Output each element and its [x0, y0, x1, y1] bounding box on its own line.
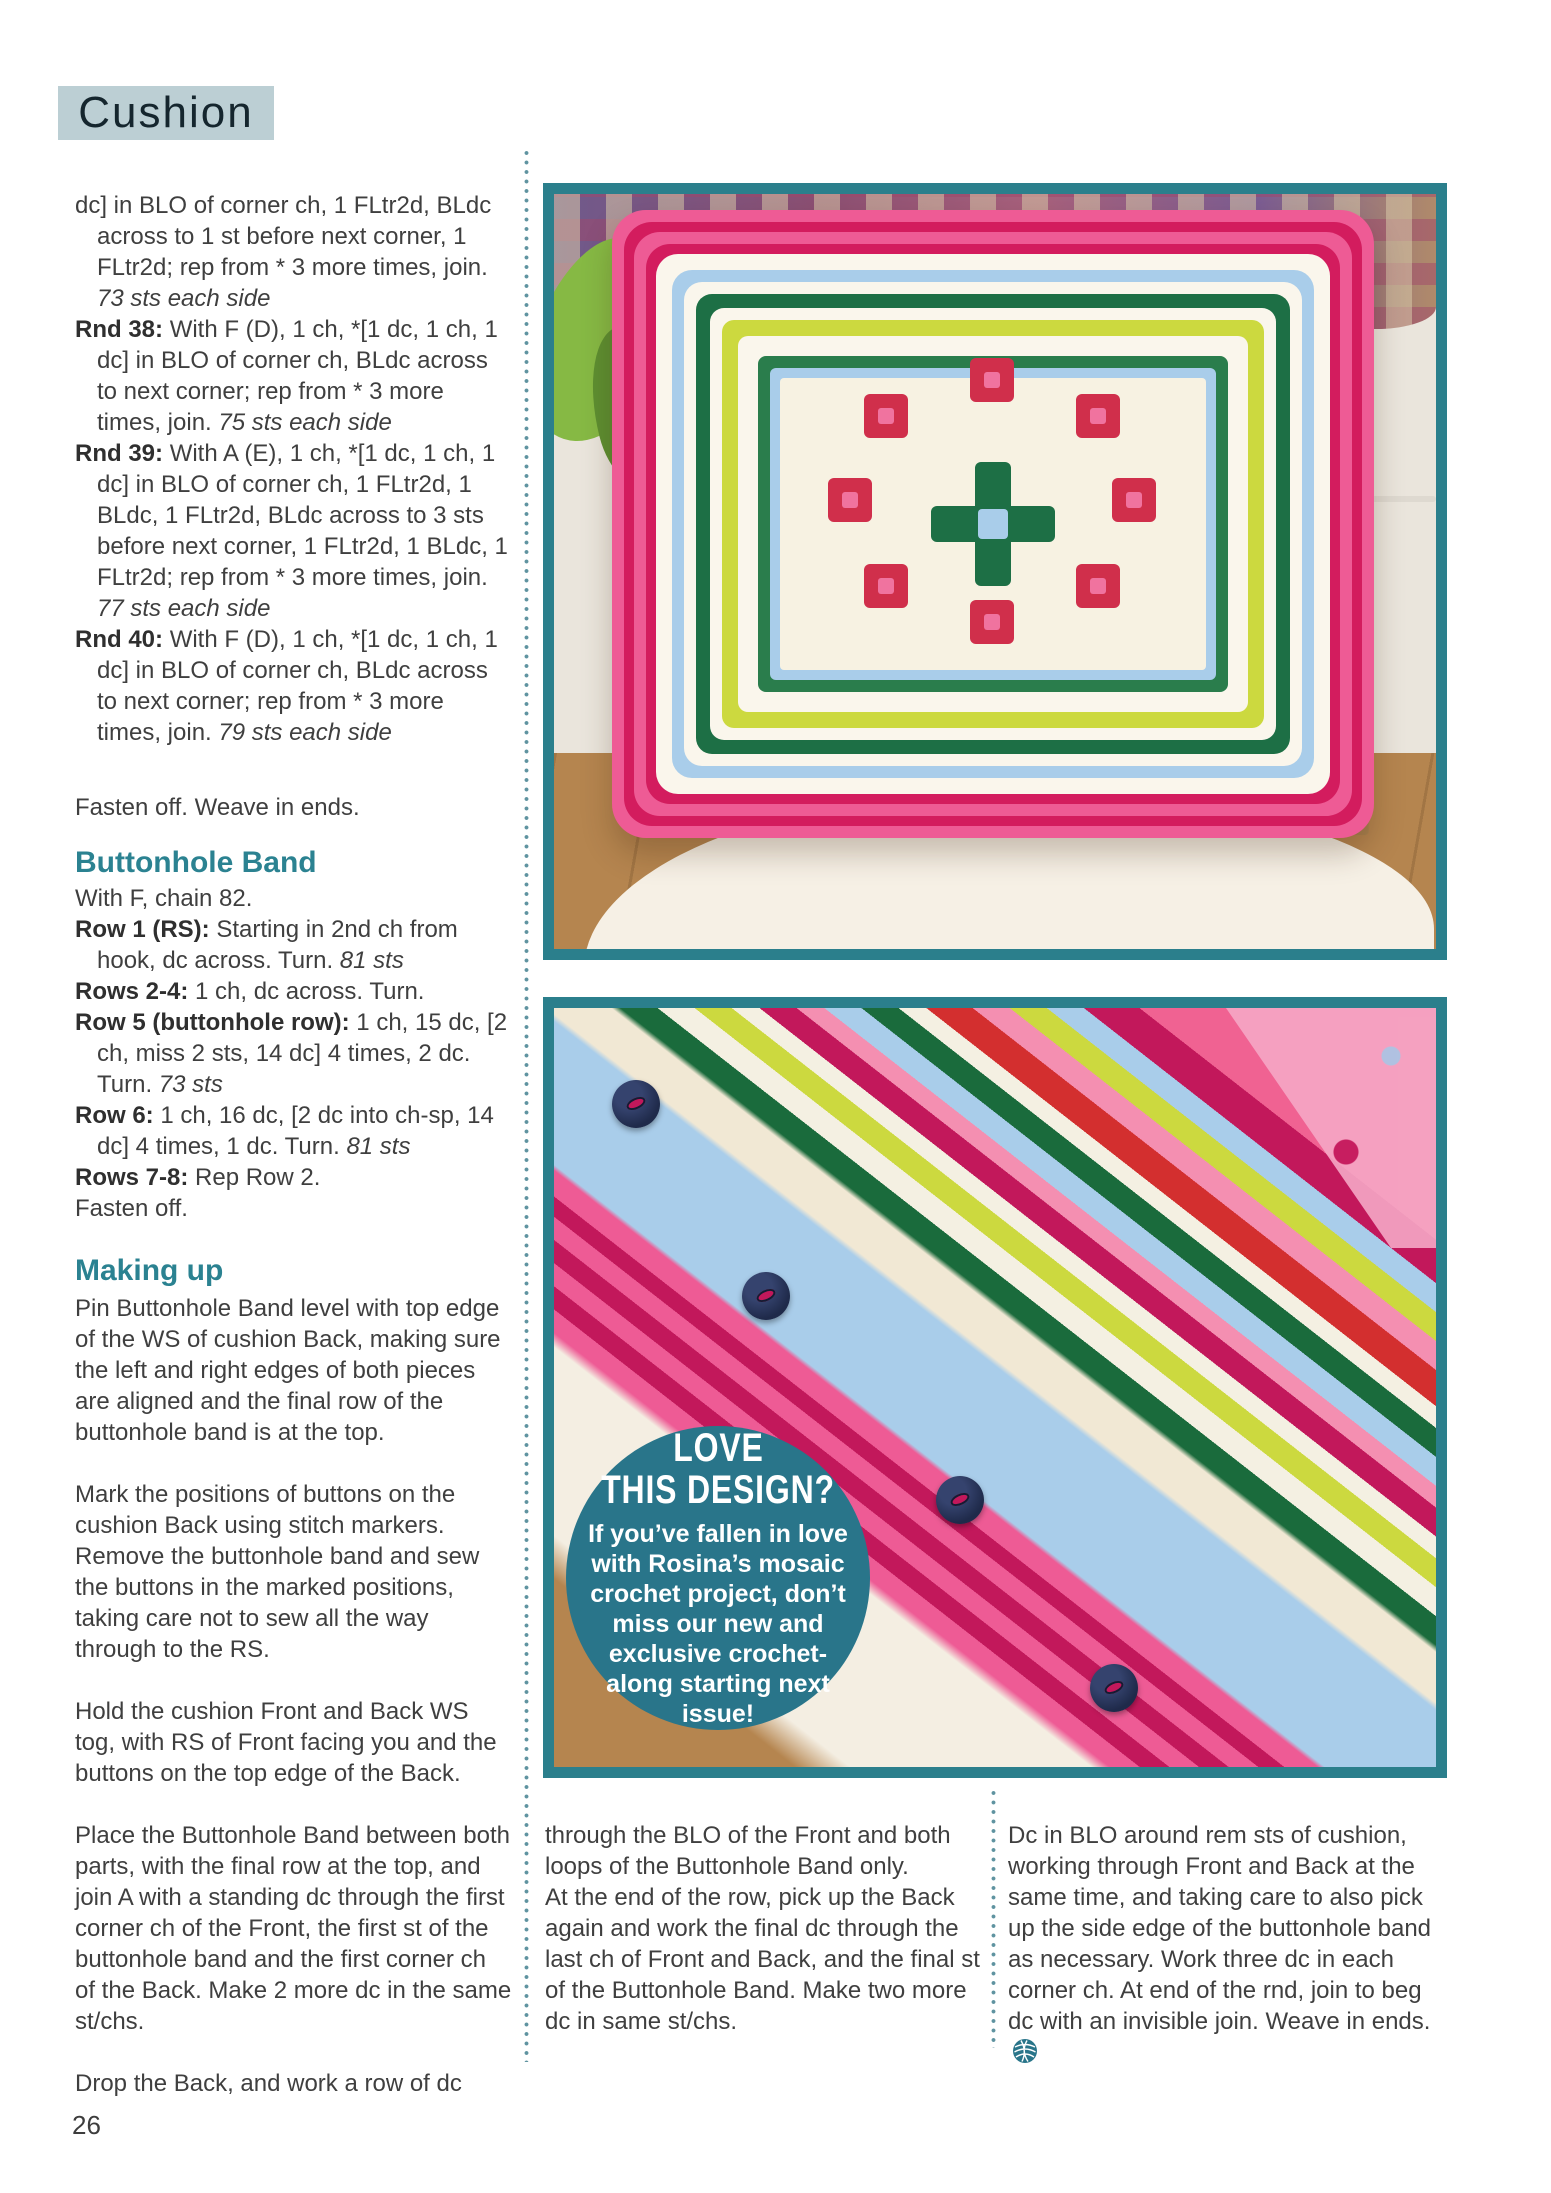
- band-row: [75, 914, 512, 976]
- band-intro: With F, chain 82.: [75, 885, 253, 912]
- pattern-left-column: [75, 190, 512, 2099]
- navy-button: [612, 1080, 660, 1128]
- flower-motif: [1076, 564, 1120, 608]
- stitch-count: 75 sts each side: [218, 409, 392, 436]
- cushion-centre-panel: [780, 378, 1206, 670]
- pattern-middle-column: [545, 1820, 982, 2037]
- centre-medallion: [931, 462, 1055, 586]
- column-divider-dotted: [991, 1790, 996, 2048]
- band-outro: Fasten off.: [75, 1195, 188, 1222]
- instruction-text: 1 ch, 15 dc, [2 ch, miss 2 sts, 14 dc] 4 times, 2 dc. Turn.: [97, 1009, 508, 1098]
- band-row: [75, 976, 512, 1007]
- instruction-text: Rep Row 2.: [195, 1164, 321, 1191]
- page-title: Cushion: [78, 88, 254, 137]
- mosaic-cushion: [612, 210, 1374, 838]
- pattern-round: [75, 624, 512, 748]
- flower-motif: [1112, 478, 1156, 522]
- continuation-paragraph: At the end of the row, pick up the Back again and work the final dc through the last ch of Front and Back, and the final st of the Buttonhole Band. Make two more dc in same st/chs.: [545, 1884, 980, 2035]
- page-number: 26: [72, 2110, 101, 2140]
- column-divider-dotted: [524, 150, 529, 2062]
- instruction-text: With A (E), 1 ch, *[1 dc, 1 ch, 1 dc] in BLO of corner ch, 1 FLtr2d, 1 BLdc, 1 FLtr2d, BLdc across to 3 sts before next corner, 1 FLtr2d, 1 BLdc, 1 FLtr2d; rep from * 3 more times, join.: [97, 440, 508, 591]
- stitch-count: 79 sts each side: [218, 719, 392, 746]
- instruction-text: 1 ch, dc across. Turn.: [195, 978, 425, 1005]
- badge-headline-1: LOVE: [672, 1426, 764, 1470]
- row-label: Row 6:: [75, 1102, 154, 1129]
- badge-body-text: If you’ve fallen in love with Rosina’s mosaic crochet project, don’t miss our new and exclusive crochet-along starting next issue!: [588, 1520, 848, 1728]
- pattern-round: [75, 314, 512, 438]
- section-heading-buttonhole-band: Buttonhole Band: [75, 846, 317, 879]
- flower-motif: [864, 394, 908, 438]
- stitch-count: 81 sts: [339, 947, 404, 974]
- instruction-text: With F (D), 1 ch, *[1 dc, 1 ch, 1 dc] in BLO of corner ch, BLdc across to next corner; rep from * 3 more times, join.: [97, 316, 498, 436]
- instruction-text: With F (D), 1 ch, *[1 dc, 1 ch, 1 dc] in BLO of corner ch, BLdc across to next corner; rep from * 3 more times, join.: [97, 626, 498, 746]
- making-up-paragraph: Pin Buttonhole Band level with top edge of the WS of cushion Back, making sure the left and right edges of both pieces are aligned and the final row of the buttonhole band is at the top.: [75, 1295, 501, 1446]
- navy-button: [936, 1476, 984, 1524]
- round-label: Rnd 38:: [75, 316, 164, 343]
- stitch-count: 77 sts each side: [97, 595, 271, 622]
- yarn-ball-icon: [1012, 2038, 1038, 2064]
- pattern-round: [75, 438, 512, 624]
- flower-motif: [828, 478, 872, 522]
- instruction-text: Starting in 2nd ch from hook, dc across. Turn.: [97, 916, 458, 974]
- fasten-off-note: Fasten off. Weave in ends.: [75, 794, 360, 821]
- instruction-text: 1 ch, 16 dc, [2 dc into ch-sp, 14 dc] 4 times, 1 dc. Turn.: [97, 1102, 494, 1160]
- page-title-highlight: [58, 86, 274, 140]
- photo-cushion-on-sofa: [543, 183, 1447, 960]
- flower-motif: [970, 358, 1014, 402]
- row-label: Rows 2-4:: [75, 978, 189, 1005]
- section-heading-making-up: Making up: [75, 1254, 224, 1287]
- stitch-count: 81 sts: [346, 1133, 411, 1160]
- making-up-paragraph: Mark the positions of buttons on the cushion Back using stitch markers. Remove the buttonhole band and sew the buttons in the marked positions, taking care not to sew all the way through to the RS.: [75, 1481, 480, 1663]
- badge-headline-2: THIS DESIGN?: [601, 1468, 835, 1512]
- band-row: [75, 1007, 512, 1100]
- continuation-paragraph: through the BLO of the Front and both loops of the Buttonhole Band only.: [545, 1822, 951, 1880]
- navy-button: [742, 1272, 790, 1320]
- navy-button: [1090, 1664, 1138, 1712]
- making-up-paragraph: Drop the Back, and work a row of dc: [75, 2070, 462, 2097]
- pattern-continuation-paragraph: [75, 190, 512, 314]
- stitch-count: 73 sts each side: [97, 285, 271, 312]
- flower-motif: [970, 600, 1014, 644]
- continuation-paragraph: Dc in BLO around rem sts of cushion, working through Front and Back at the same time, and taking care to also pick up the side edge of the buttonhole band as necessary. Work three dc in each corner ch. At end of the rnd, join to beg dc with an invisible join. Weave in ends.: [1008, 1820, 1450, 2068]
- row-label: Row 5 (buttonhole row):: [75, 1009, 350, 1036]
- making-up-paragraph: Hold the cushion Front and Back WS tog, with RS of Front facing you and the buttons on the top edge of the Back.: [75, 1698, 497, 1787]
- promo-badge-circle: [566, 1426, 870, 1730]
- row-label: Rows 7-8:: [75, 1164, 189, 1191]
- band-row: [75, 1162, 512, 1193]
- round-label: Rnd 40:: [75, 626, 164, 653]
- pattern-right-column: [1008, 1820, 1450, 2068]
- stitch-count: 73 sts: [158, 1071, 223, 1098]
- round-label: Rnd 39:: [75, 440, 164, 467]
- making-up-paragraph: Place the Buttonhole Band between both parts, with the final row at the top, and join A with a standing dc through the first corner ch of the Front, the first st of the buttonhole band and the first corner ch of the Back. Make 2 more dc in the same st/chs.: [75, 1822, 512, 2035]
- flower-motif: [864, 564, 908, 608]
- instruction-text: dc] in BLO of corner ch, 1 FLtr2d, BLdc across to 1 st before next corner, 1 FLtr2d; rep from * 3 more times, join.: [75, 192, 492, 281]
- band-row: [75, 1100, 512, 1162]
- flower-motif: [1076, 394, 1120, 438]
- row-label: Row 1 (RS):: [75, 916, 210, 943]
